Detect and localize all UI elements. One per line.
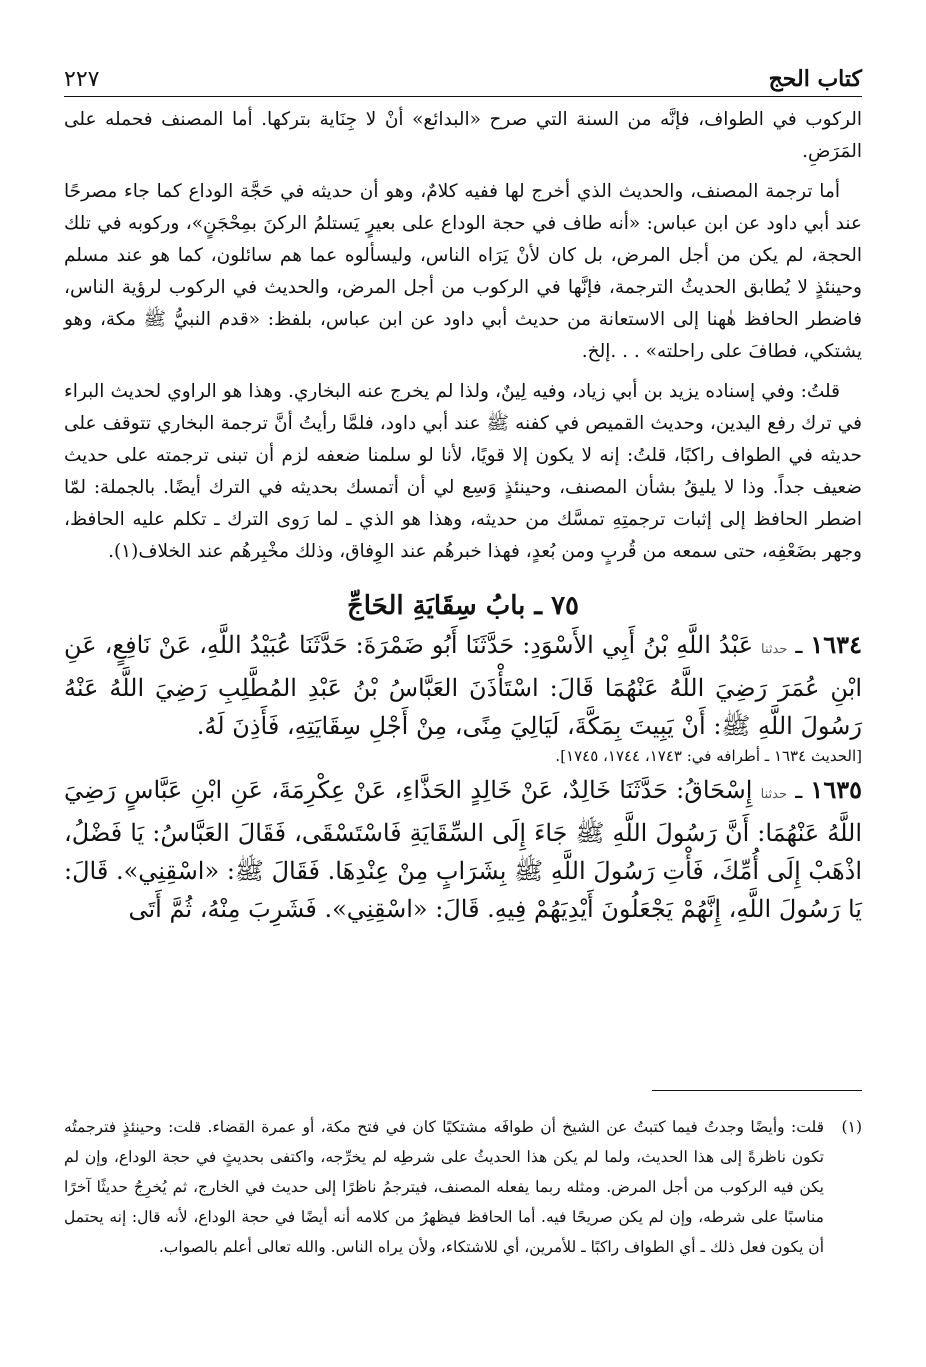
- commentary-paragraph: الركوب في الطواف، فإنَّه من السنة التي صرح «البدائع» أنْ لا جِنَاية بتركها. أما المصنف فحمله على المَرَضِ.: [64, 109, 862, 162]
- footnote-marker: (١): [841, 1118, 862, 1136]
- page-content: [64, 104, 862, 932]
- dash: ـ: [787, 776, 803, 804]
- commentary-paragraph: أما ترجمة المصنف، والحديث الذي أخرج لها ففيه كلامٌ، وهو أن حديثه في حَجَّة الوداع كما جاء مصرحًا عند أبي داود عن ابن عباس: «أنه طاف في حجة الوداع على بعيرٍ يَستلمُ الركنَ بمِحْجَنٍ»، وركوبه في تلك الحجة، لم يكن من أجل المرض، بل كان لأنْ يَرَاه الناس، وليسألوه عما هم سائلون، كما هو عند مسلم وحينئذٍ لا يُطابق الحديثُ الترجمة، فإنَّها في الركوب من أجل المرض، والحديث في الركوب لرؤية الناس، فاضطر الحافظ هٰهنا إلى الاستعانة من حديث أبي داود عن ابن عباس، بلفظ: «قدم النبيُّ ﷺ مكة، وهو يشتكي، فطافَ على راحلته» . . .إلخ.: [64, 181, 862, 362]
- chapter-heading: ٧٥ ـ بابُ سِقَايَةِ الحَاجِّ: [346, 591, 580, 621]
- page-number: ٢٢٧: [64, 67, 100, 92]
- hadith-cross-reference: [الحديث ١٦٣٤ ـ أطرافه في: ١٧٤٣، ١٧٤٤، ١٧٤٥].: [555, 747, 862, 765]
- hadith-text: إِسْحَاقُ: حَدَّثَنَا خَالِدٌ، عَنْ خَالِدٍ الحَذَّاءِ، عَنْ عِكْرِمَةَ، عَنِ ابْنِ عَبَّاسٍ رَضِيَ اللَّهُ عَنْهُمَا: أَنَّ رَسُولَ اللَّهِ ﷺ جَاءَ إِلَى السِّقَايَةِ فَاسْتَسْقَى، فَقَالَ العَبَّاسُ: يَا فَضْلُ، اذْهَبْ إِلَى أُمِّكَ، فَأْتِ رَسُولَ اللَّهِ ﷺ بِشَرَابٍ مِنْ عِنْدِهَا. فَقَالَ ﷺ: «اسْقِنِي». قَالَ: يَا رَسُولَ اللَّهِ، إِنَّهُمْ يَجْعَلُونَ أَيْدِيَهُمْ فِيهِ. قَالَ: «اسْقِنِي». فَشَرِبَ مِنْهُ، ثُمَّ أَتَى: [64, 776, 862, 923]
- page-header: [64, 56, 862, 97]
- spacer: [64, 576, 862, 582]
- hadith-text: عَبْدُ اللَّهِ بْنُ أَبِي الأَسْوَدِ: حَدَّثَنَا أَبُو ضَمْرَةَ: حَدَّثَنَا عُبَيْدُ اللَّهِ، عَنْ نَافِعٍ، عَنِ ابْنِ عُمَرَ رَضِيَ اللَّهُ عَنْهُمَا قَالَ: اسْتَأْذَنَ العَبَّاسُ بْنُ عَبْدِ المُطَّلِبِ رَضِيَ اللَّهُ عَنْهُ رَسُولَ اللَّهِ ﷺ: أَنْ يَبِيتَ بِمَكَّةَ، لَيَالِيَ مِنًى، مِنْ أَجْلِ سِقَايَتِهِ، فَأَذِنَ لَهُ.: [64, 631, 863, 740]
- hadith-entry: [64, 626, 862, 767]
- dash: ـ: [787, 631, 803, 659]
- book-title: كتاب الحج: [768, 66, 862, 92]
- footnote-text: قلت: وأيضًا وجدتُ فيما كتبتُ عن الشيخ أن طوافَه مشتكيًا كان في فتح مكة، أو عمرة القضاء. قلت: وحينئذٍ فترجمتُه تكون ناظرةً إلى هذا الحديث، ولما لم يكن هذا الحديثُ على شرطِه لم يخرِّجه، واكتفى بحديثٍ في حجة الوداع، وإن لم يكن فيه الركوب من أجل المرض. ومثله ربما يفعله المصنف، فيترجمُ ناظرًا إلى حديث في الخارج، ثم يُخرِجُ حديثًا آخرًا مناسبًا على شرطه، وإن لم يكن صريحًا فيه. أما الحافظ فيظهرُ من كلامه أنه أيضًا في حجة الوداع، لأنه قال: إنه يحتمل أن يكون فعل ذلك ـ أي الطواف راكبًا ـ للأمرين، أي للاشتكاء، ولأن يراه الناس. والله تعالى أعلم بالصواب.: [64, 1118, 824, 1256]
- footnote-divider: [652, 1090, 862, 1091]
- hadith-number: ١٦٣٥: [810, 775, 862, 804]
- commentary-paragraph: قلتُ: وفي إسناده يزيد بن أبي زياد، وفيه لِينٌ، ولذا لم يخرج عنه البخاري. وهذا هو الراوي لحديث البراء في ترك رفع اليدين، وحديث القميص في كفنه ﷺ عند أبي داود، فلمَّا رأيتُ أنَّ ترجمة البخاري تتوقف على حديثه في الطواف راكبًا، قلتُ: إنه لا يكون إلا قويًا، لأنا لو سلمنا ضعفه لزم أن تبنى ترجمته على حديث ضعيف جداً. وذا لا يليقُ بشأن المصنف، وحينئذٍ وَسِع لي أن أتمسك بحديثه في الترك أيضًا. بالجملة: لمّا اضطر الحافظ إلى إثبات ترجمتِهِ تمسَّك من حديثه، وهذا هو الذي ـ لما رَوى الترك ـ تكلم عليه الحافظ، وجهر بضَعْفِه، حتى سمعه من قُربٍ ومن بُعدٍ، فهذا خبرهُم عند الوِفاق، وذلك مخْبِرهُم عند الخلاف(١).: [64, 381, 862, 562]
- haddatha-abbrev: حدثنا: [761, 642, 788, 657]
- hadith-number: ١٦٣٤: [810, 630, 862, 659]
- hadith-entry: [64, 771, 862, 928]
- haddatha-abbrev: حدثنا: [760, 787, 788, 802]
- footnote: [64, 1112, 862, 1262]
